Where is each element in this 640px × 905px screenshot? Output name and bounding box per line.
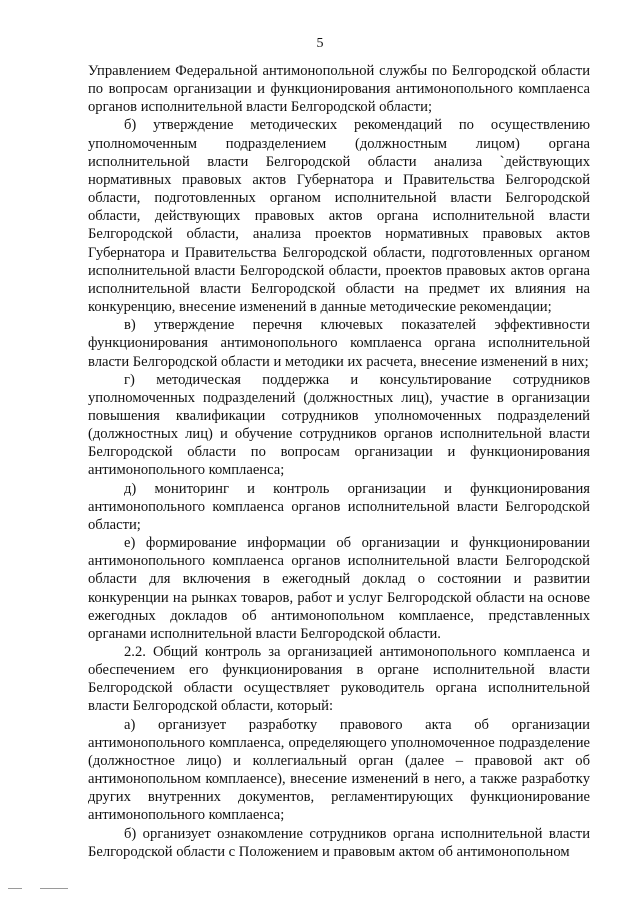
paragraph-item-a: а) организует разработку правового акта об организации антимонопольного комплаенса, определяющего уполномоченное подразделение (должностное лицо) и коллегиальный орган (далее – правовой акт об антимонопольном комплаенсе), внесение изменений в него, а также разработку других внутренних документов, регламентирующих функционирование антимонопольного комплаенса;: [88, 716, 590, 824]
paragraph-item-e: е) формирование информации об организации и функционировании антимонопольного комплаенса органов исполнительной власти Белгородской области для включения в ежегодный доклад о состоянии и развитии конкуренции на рынках товаров, работ и услуг Белгородской области на основе ежегодных докладов об антимонопольном комплаенсе, представленных органами исполнительной власти Белгородской области.: [88, 535, 590, 642]
page-number: 5: [316, 36, 324, 51]
paragraph-item-b: б) утверждение методических рекомендаций по осуществлению уполномоченным подразделением (должностным лицом) органа исполнительной власти Белгородской области анализа `действующих нормативных правовых актов Губернатора и Правительства Белгородской области, подготовленных органом исполнительной власти Белгородской области, действующих правовых актов органа исполнительной власти Белгородской области, анализа проектов нормативных правовых актов Губернатора и Правительства Белгородской области, подготовленных органом исполнительной власти Белгородской области, проектов правовых актов органа исполнительной власти Белгородской области на предмет их влияния на конкуренцию, внесение изменений в данные методические рекомендации;: [88, 117, 590, 316]
paragraph-item-b-second: б) организует ознакомление сотрудников органа исполнительной власти Белгородской области с Положением и правовым актом об антимонопольном: [88, 825, 590, 860]
paragraph-item-d: д) мониторинг и контроль организации и функционирования антимонопольного комплаенса органов исполнительной власти Белгородской области;: [88, 480, 590, 533]
paragraph-continuation: Управлением Федеральной антимонопольной службы по Белгородской области по вопросам организации и функционирования антимонопольного комплаенса органов исполнительной власти Белгородской области;: [88, 63, 590, 116]
scan-edge-mark: [40, 888, 68, 889]
document-body: [88, 62, 590, 861]
paragraph-item-v: в) утверждение перечня ключевых показателей эффективности функционирования антимонопольного комплаенса органа исполнительной власти Белгородской области и методики их расчета, внесение изменений в них;: [88, 317, 590, 370]
scan-edge-mark: [8, 888, 22, 889]
paragraph-section-2-2: 2.2. Общий контроль за организацией антимонопольного комплаенса и обеспечением его функционирования в органе исполнительной власти Белгородской области осуществляет руководитель органа исполнительной власти Белгородской области, который:: [88, 644, 590, 715]
paragraph-item-g: г) методическая поддержка и консультирование сотрудников уполномоченных подразделений (должностных лиц), участие в организации повышения квалификации сотрудников уполномоченных подразделений (должностных лиц) и обучение сотрудников органов исполнительной власти Белгородской области по вопросам организации и функционирования антимонопольного комплаенса;: [88, 371, 590, 479]
